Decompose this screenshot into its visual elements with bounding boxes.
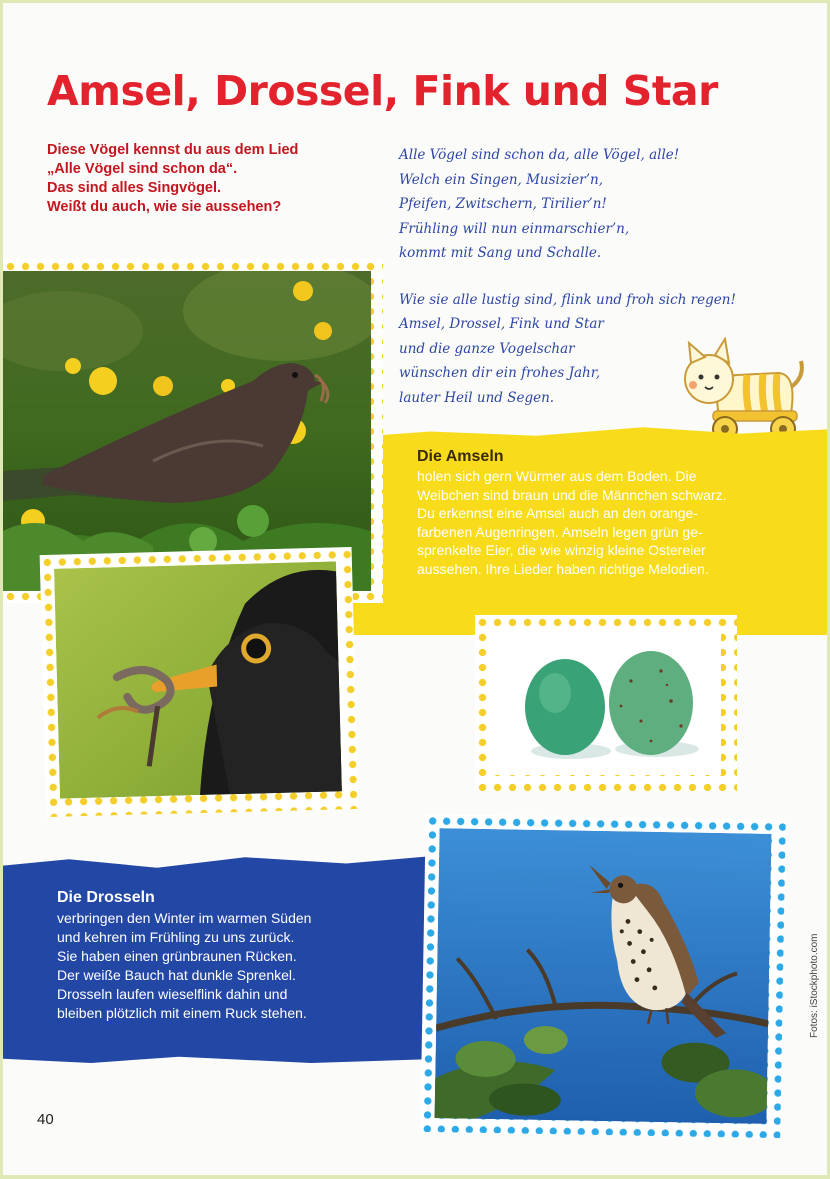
page-number: 40 — [37, 1111, 54, 1128]
drossel-line: verbringen den Winter im warmen Süden — [57, 910, 312, 926]
amsel-line: holen sich gern Würmer aus dem Boden. Die — [417, 468, 697, 484]
amsel-description — [417, 447, 812, 578]
intro-text — [47, 141, 377, 217]
poem-line: wünschen dir ein frohes Jahr, — [399, 365, 600, 381]
intro-line: Weißt du auch, wie sie aussehen? — [47, 199, 282, 215]
intro-line: „Alle Vögel sind schon da“. — [47, 161, 238, 177]
intro-line: Das sind alles Singvögel. — [47, 180, 222, 196]
drossel-heading: Die Drosseln — [57, 889, 155, 906]
eggs-photo — [491, 631, 721, 775]
drossel-line: Sie haben einen grünbraunen Rücken. — [57, 948, 297, 964]
stanza-gap — [399, 266, 819, 288]
poem-line: Amsel, Drossel, Fink und Star — [399, 316, 604, 332]
blackbird-photo — [3, 271, 371, 591]
poem-line: Frühling will nun einmarschier’n, — [399, 220, 630, 237]
book-page — [3, 3, 827, 1175]
intro-line: Diese Vögel kennst du aus dem Lied — [47, 142, 299, 158]
blackbird-closeup-frame — [40, 547, 359, 817]
drossel-description — [57, 887, 437, 1023]
amsel-line: farbenen Augenringen. Amseln legen grün ge- — [417, 523, 703, 540]
drossel-line: Drosseln laufen wieselflink dahin und — [57, 986, 288, 1002]
poem-line: Wie sie alle lustig sind, flink und froh sich regen! — [399, 291, 736, 308]
page-title: Amsel, Drossel, Fink und Star — [47, 67, 718, 115]
amsel-line: Du erkennst eine Amsel auch an den orange- — [417, 505, 698, 521]
drossel-line: bleiben plötzlich mit einem Ruck stehen. — [57, 1005, 307, 1021]
blackbird-closeup-photo — [54, 561, 342, 798]
thrush-photo-frame — [420, 814, 785, 1138]
poem-line: Pfeifen, Zwitschern, Tirilier’n! — [399, 196, 607, 212]
thrush-photo — [434, 828, 771, 1124]
poem-line: lauter Heil und Segen. — [399, 389, 555, 406]
poem-line: kommt mit Sang und Schalle. — [399, 245, 602, 261]
drossel-line: Der weiße Bauch hat dunkle Sprenkel. — [57, 967, 296, 983]
amsel-heading: Die Amseln — [417, 448, 504, 465]
poem-line: Welch ein Singen, Musizier’n, — [399, 171, 604, 188]
amsel-line: aussehen. Ihre Lieder haben richtige Melodien. — [417, 560, 709, 577]
eggs-photo-frame — [475, 615, 737, 791]
poem-line: und die ganze Vogelschar — [399, 340, 575, 357]
amsel-line: sprenkelte Eier, die wie winzig kleine Ostereier — [417, 542, 706, 558]
drossel-line: und kehren im Frühling zu uns zurück. — [57, 929, 295, 945]
poem-line: Alle Vögel sind schon da, alle Vögel, alle! — [399, 147, 680, 163]
photo-credit: Fotos: iStockphoto.com — [809, 933, 820, 1038]
amsel-line: Weibchen sind braun und die Männchen schwarz. — [417, 486, 727, 503]
toy-cat-icon — [679, 337, 809, 447]
